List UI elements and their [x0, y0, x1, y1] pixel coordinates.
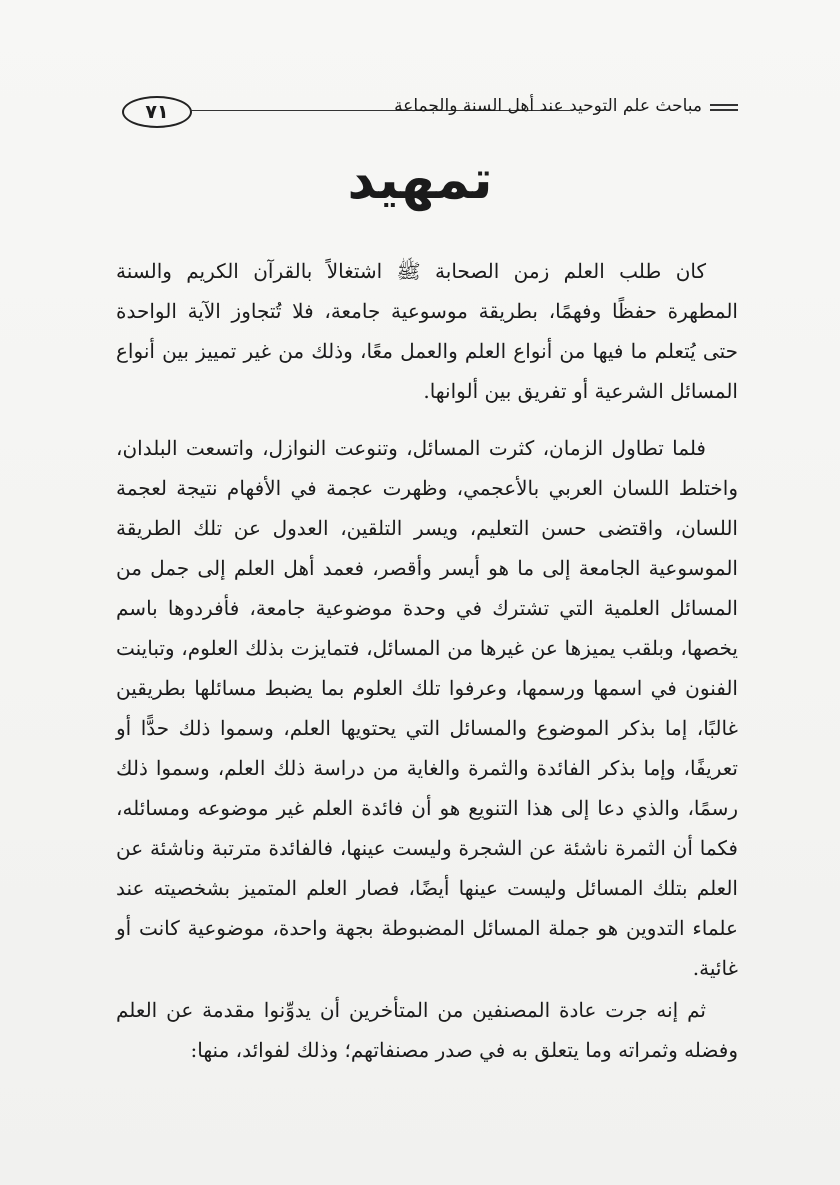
running-header-title: مباحث علم التوحيد عند أهل السنة والجماعة: [394, 96, 702, 116]
paragraph-1: كان طلب العلم زمن الصحابة ﷺ اشتغالاً بالقرآن الكريم والسنة المطهرة حفظًا وفهمًا، بطريقة موسوعية جامعة، فلا تُتجاوز الآية الواحدة حتى يُتعلم ما فيها من أنواع العلم والعمل معًا، وذلك من غير تمييز بين أنواع المسائل الشرعية أو تفريق بين ألوانها.: [116, 259, 738, 403]
paragraph-3: ثم إنه جرت عادة المصنفين من المتأخرين أن يدوِّنوا مقدمة عن العلم وفضله وثمراته وما يتعلق به في صدر مصنفاتهم؛ وذلك لفوائد، منها:: [116, 998, 738, 1062]
paragraph-2: فلما تطاول الزمان، كثرت المسائل، وتنوعت النوازل، واتسعت البلدان، واختلط اللسان العربي بالأعجمي، وظهرت عجمة في الأفهام نتيجة لعجمة اللسان، واقتضى حسن التعليم، ويسر التلقين، العدول عن تلك الطريقة الموسوعية الجامعة إلى ما هو أيسر وأقصر، فعمد أهل العلم إلى جمل من المسائل العلمية التي تشترك في وحدة موضوعية جامعة، فأفردوها باسم يخصها، وبلقب يميزها عن غيرها من المسائل، فتمايزت بذلك العلوم، وتباينت الفنون في اسمها ورسمها، وعرفوا تلك العلوم بما يضبط مسائلها بطريقين غالبًا، إما بذكر الموضوع والمسائل التي يحتويها العلم، وسموا ذلك حدًّا أو تعريفًا، وإما بذكر الفائدة والثمرة والغاية من دراسة ذلك العلم، وسموا ذلك رسمًا، والذي دعا إلى هذا التنويع هو أن فائدة العلم غير موضوعه ومسائله، فكما أن الثمرة ناشئة عن الشجرة وليست عينها، فالفائدة مترتبة وناشئة عن العلم بتلك المسائل وليست عينها أيضًا، فصار العلم المتميز بشخصيته عند علماء التدوين هو جملة المسائل المضبوطة بجهة واحدة، موضوعية كانت أو غائية.: [116, 436, 739, 980]
header-ornament: [710, 104, 738, 111]
page-number: ٧١: [122, 96, 192, 128]
chapter-title: تمهيد: [347, 148, 493, 211]
running-header: [118, 92, 738, 126]
